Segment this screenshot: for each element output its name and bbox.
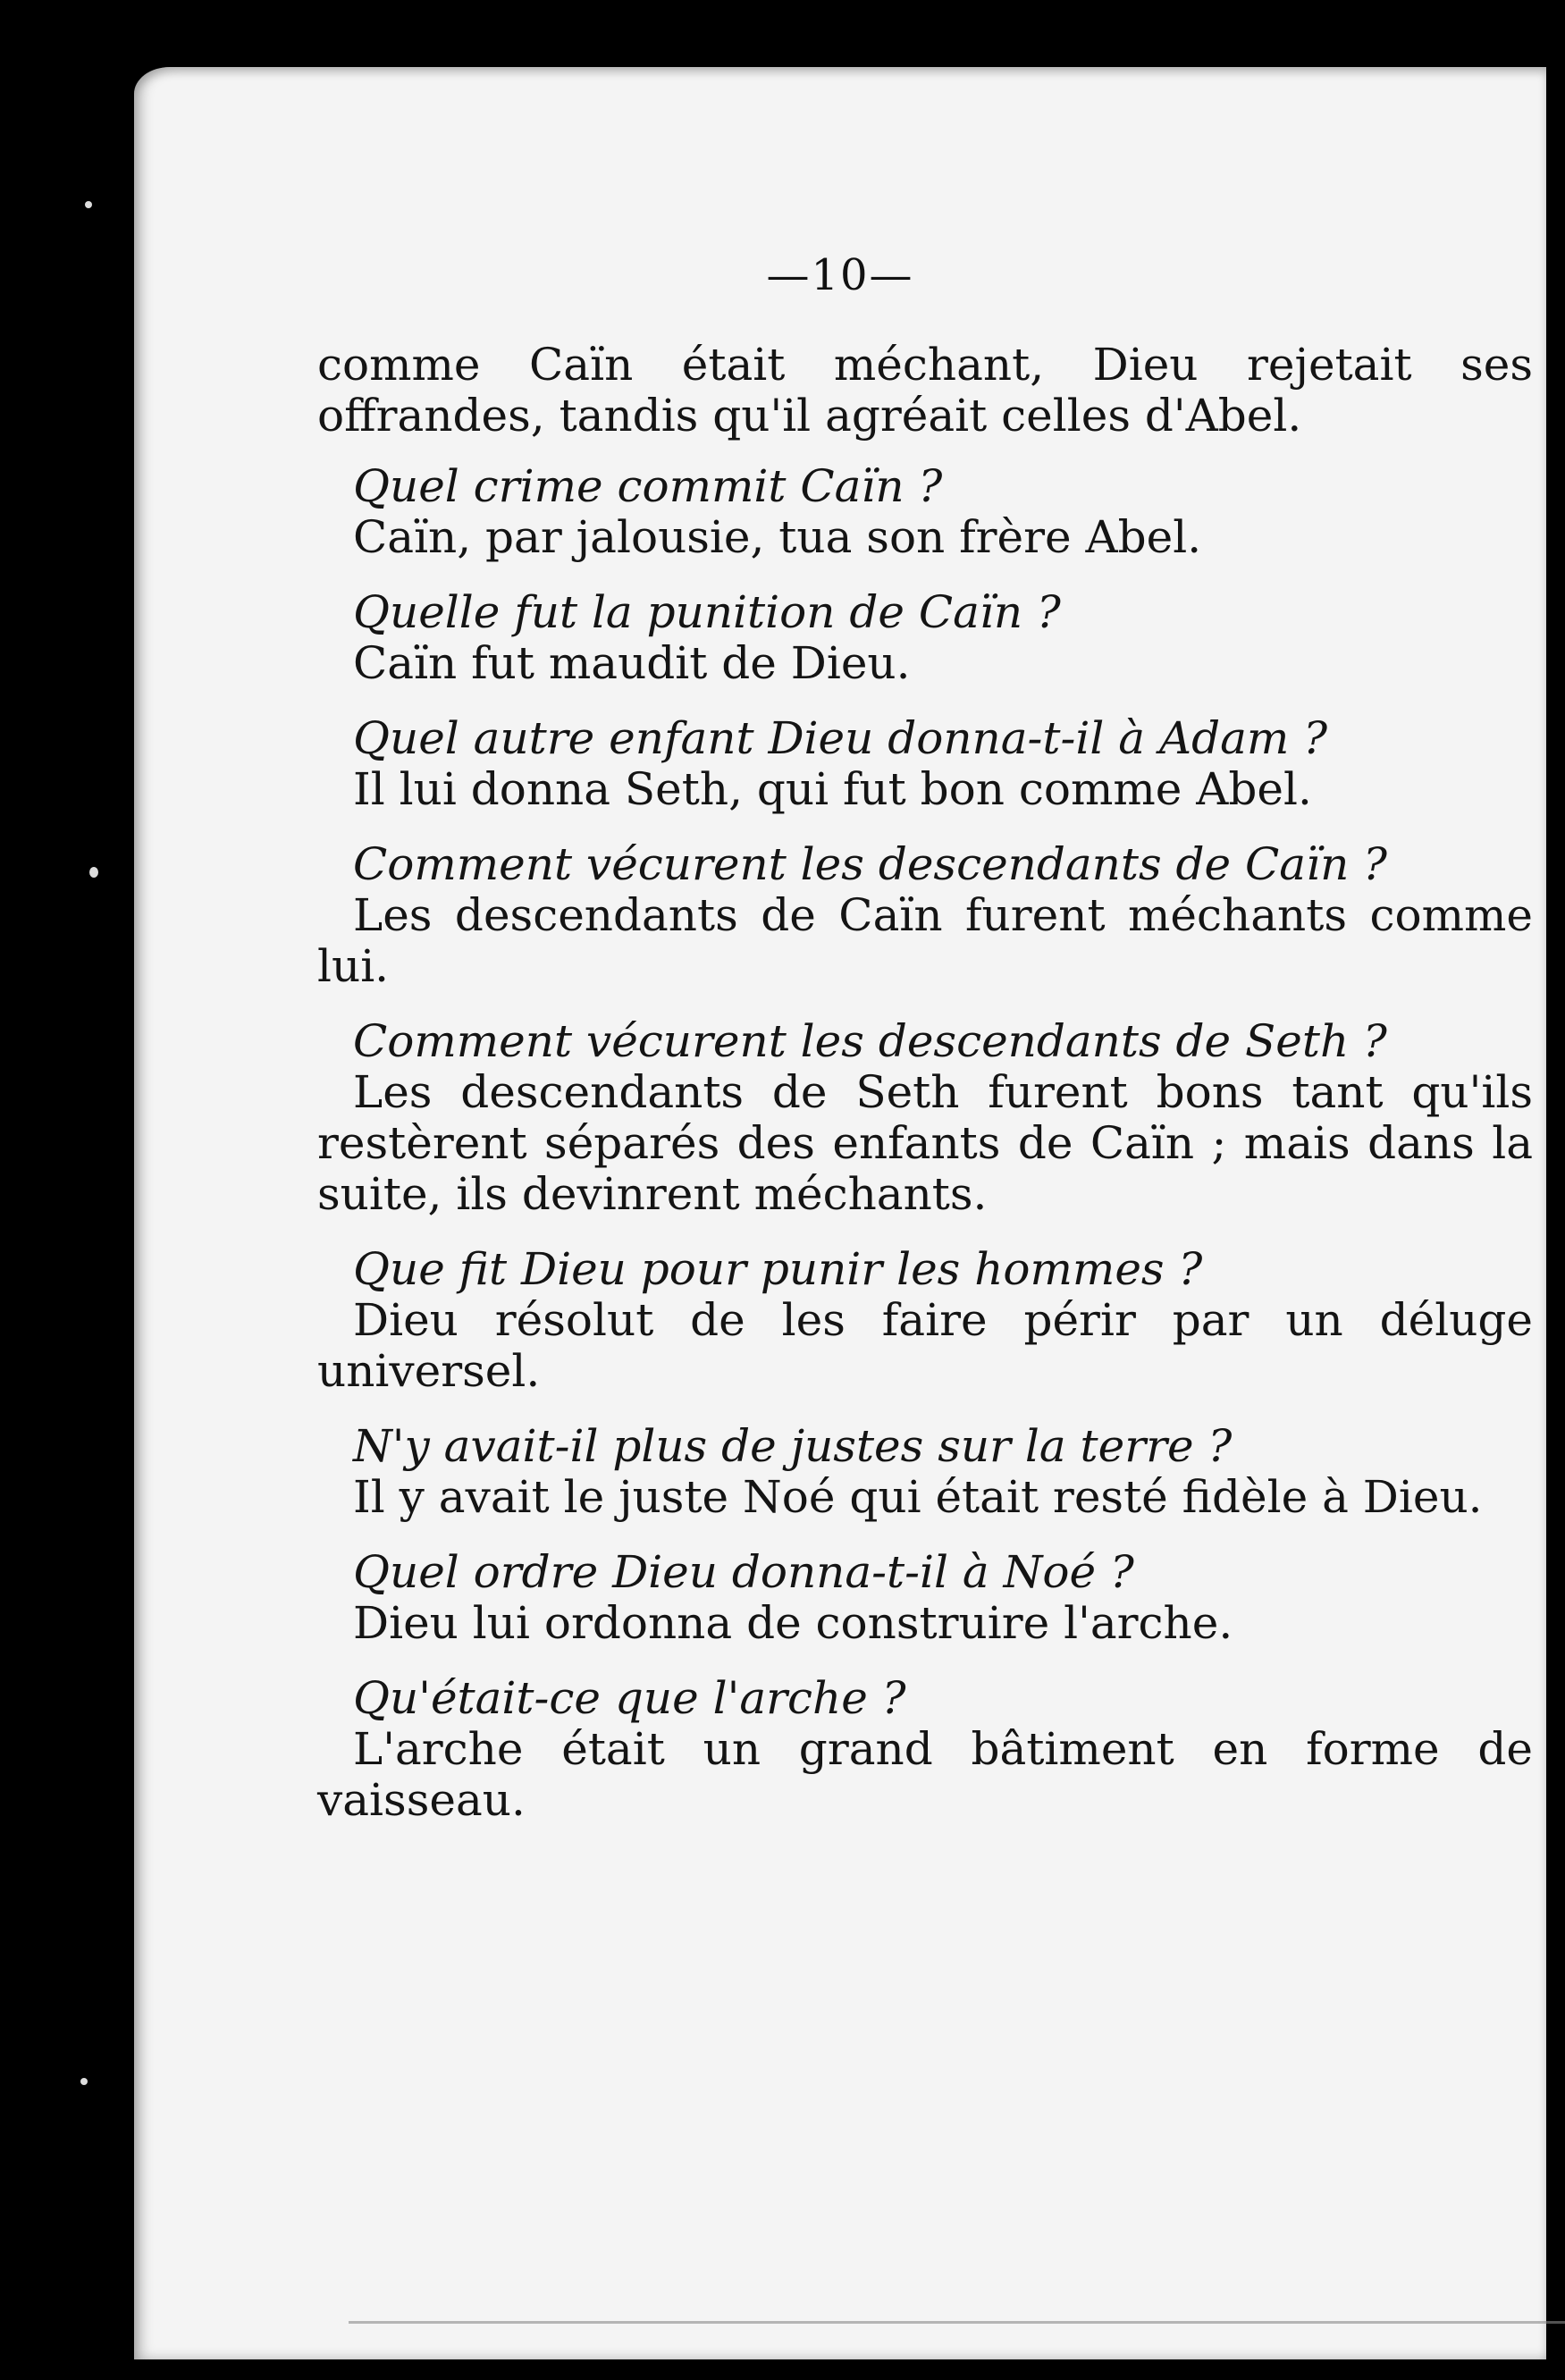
page-number: —10— xyxy=(766,250,914,300)
answer: Il y avait le juste Noé qui était resté fidèle à Dieu. xyxy=(353,1471,1483,1523)
page-bottom-edge xyxy=(349,2321,1565,2324)
answer: Dieu résolut de les faire périr par un déluge universel. xyxy=(317,1294,1533,1397)
question: Quel autre enfant Dieu donna-t-il à Adam ? xyxy=(353,712,1328,764)
answer: L'arche était un grand bâtiment en forme de vaisseau. xyxy=(317,1723,1533,1826)
question: Quel crime commit Caïn ? xyxy=(353,460,943,512)
qa-item xyxy=(317,1244,1533,1397)
answer: Caïn fut maudit de Dieu. xyxy=(353,637,911,689)
scan-speck xyxy=(85,201,92,208)
qa-item xyxy=(317,461,1533,563)
question: Que fit Dieu pour punir les hommes ? xyxy=(353,1243,1203,1295)
qa-item xyxy=(317,1421,1533,1523)
question: Quelle fut la punition de Caïn ? xyxy=(353,586,1061,638)
question: Comment vécurent les descendants de Seth ? xyxy=(353,1015,1387,1067)
answer: Dieu lui ordonna de construire l'arche. xyxy=(353,1597,1233,1649)
scan-speck xyxy=(89,867,98,878)
question: Qu'était-ce que l'arche ? xyxy=(353,1672,906,1724)
qa-item xyxy=(317,1016,1533,1220)
answer: Les descendants de Caïn furent méchants comme lui. xyxy=(317,889,1533,992)
scan-speck xyxy=(80,2078,88,2085)
intro-paragraph: comme Caïn était méchant, Dieu rejetait ses offrandes, tandis qu'il agréait celles d'Abel. xyxy=(317,339,1533,442)
page-text xyxy=(317,340,1533,1850)
question: Comment vécurent les descendants de Caïn ? xyxy=(353,838,1387,890)
answer: Il lui donna Seth, qui fut bon comme Abel. xyxy=(353,763,1312,815)
question: N'y avait-il plus de justes sur la terre ? xyxy=(353,1420,1233,1472)
qa-item xyxy=(317,839,1533,992)
question: Quel ordre Dieu donna-t-il à Noé ? xyxy=(353,1546,1134,1598)
qa-item xyxy=(317,1673,1533,1826)
qa-item xyxy=(317,713,1533,815)
answer: Caïn, par jalousie, tua son frère Abel. xyxy=(353,511,1202,563)
qa-item xyxy=(317,1547,1533,1649)
answer: Les descendants de Seth furent bons tant qu'ils restèrent séparés des enfants de Caïn ; mais dans la suite, ils devinrent méchants. xyxy=(317,1066,1533,1220)
qa-item xyxy=(317,587,1533,689)
